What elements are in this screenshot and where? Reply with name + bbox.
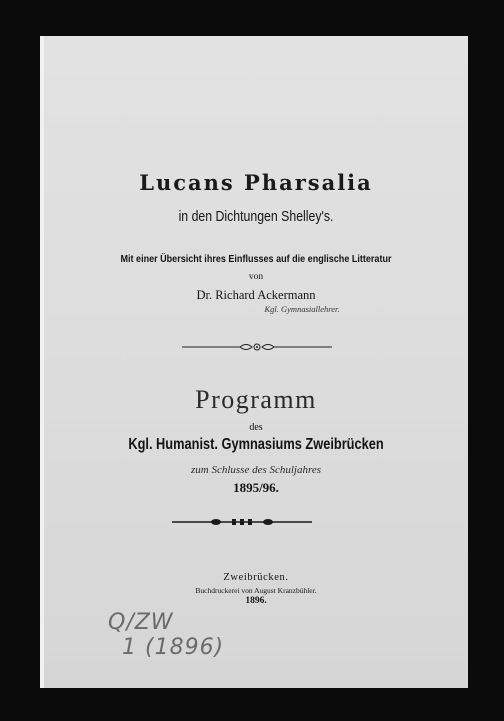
ornament-divider-bottom xyxy=(172,517,312,527)
school-year: 1895/96. xyxy=(233,480,279,495)
program-heading: Programm xyxy=(195,385,317,414)
printer-line: Buchdruckerei von August Kranzbühler. xyxy=(195,586,317,595)
publication-year: 1896. xyxy=(245,596,267,606)
school-name: Kgl. Humanist. Gymnasiums Zweibrücken xyxy=(128,436,384,453)
handwritten-volume: 1 (1896) xyxy=(122,635,225,660)
author-rank: Kgl. Gymnasiallehrer. xyxy=(264,304,340,314)
overview-line: Mit einer Übersicht ihres Einflusses auf die englische Litteratur xyxy=(120,253,392,265)
publication-city: Zweibrücken. xyxy=(223,572,289,583)
handwritten-shelfmark: Q/ZW xyxy=(108,610,174,635)
von-label: von xyxy=(248,272,264,282)
schluss-line: zum Schlusse des Schuljahres xyxy=(190,464,322,476)
subtitle: in den Dichtungen Shelley's. xyxy=(178,208,334,225)
des-label: des xyxy=(249,422,263,433)
main-title: Lucans Pharsalia xyxy=(139,170,373,195)
title-page xyxy=(40,36,468,688)
ornament-divider-top xyxy=(182,341,332,353)
author-name: Dr. Richard Ackermann xyxy=(196,288,316,302)
